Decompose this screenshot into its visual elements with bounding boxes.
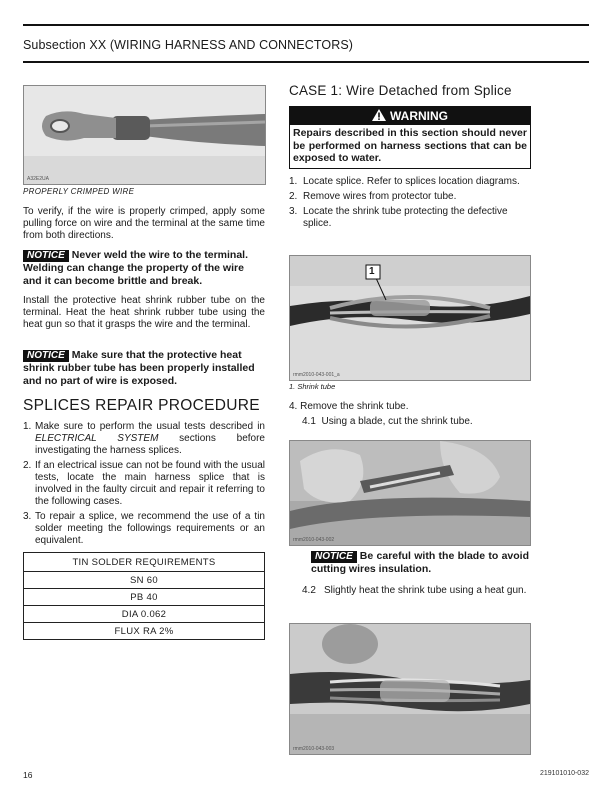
photo-cut-shrink-tube (289, 440, 531, 546)
table-cell: DIA 0.062 (24, 606, 265, 623)
crimped-wire-image (24, 86, 265, 184)
step-4-1 (302, 416, 473, 427)
step-text: sections before investigating the harness splices. (35, 433, 265, 456)
step-text: Remove the shrink tube. (300, 401, 409, 412)
notice-badge: NOTICE (23, 350, 69, 362)
list-item (289, 176, 529, 188)
page-number: 16 (23, 770, 33, 780)
header-bottom-rule (23, 61, 589, 63)
step-text: Locate the shrink tube protecting the defective splice. (303, 206, 508, 229)
step-number: 1. (289, 176, 298, 187)
shrink-tube-image (290, 256, 530, 380)
notice-badge: NOTICE (23, 250, 69, 262)
table-cell: FLUX RA 2% (24, 623, 265, 640)
notice-text: Make sure that the protective heat shrink rubber tube has been properly installed and no part of wire is exposed. (23, 349, 255, 387)
photo-caption-crimped-wire: PROPERLY CRIMPED WIRE (23, 187, 135, 196)
header-title: Subsection XX (WIRING HARNESS AND CONNECTORS) (23, 38, 354, 52)
notice-badge: NOTICE (311, 551, 357, 563)
warning-text: Repairs described in this section should never be performed on harness sections that can be exposed to water. (293, 127, 527, 164)
table-header: TIN SOLDER REQUIREMENTS (24, 553, 265, 572)
section-title-splices-repair: SPLICES REPAIR PROCEDURE (23, 397, 260, 414)
step-number: 3. (23, 511, 32, 522)
notice-text: Be careful with the blade to avoid cutting wires insulation. (311, 550, 529, 575)
paragraph-verify-crimp: To verify, if the wire is properly crimped, apply some pulling force on wire and the terminal at the same time from both directions. (23, 206, 265, 241)
list-item (289, 191, 529, 203)
step-number: 2. (289, 191, 298, 202)
list-item (289, 206, 529, 230)
callout-number: 1 (369, 266, 375, 277)
warning-label: WARNING (390, 109, 448, 123)
step-4 (289, 401, 409, 412)
step-number: 4.1 (302, 416, 316, 427)
tin-solder-table (23, 552, 265, 640)
photo-caption-shrink-tube: 1. Shrink tube (289, 382, 336, 391)
notice-never-weld (23, 249, 265, 288)
step-text: Make sure to perform the usual tests described in (35, 421, 265, 432)
document-code: 219101010-032 (539, 770, 589, 777)
case-steps-list (289, 176, 529, 233)
table-cell: SN 60 (24, 572, 265, 589)
heat-shrink-tube-image (290, 624, 530, 754)
step-number: 3. (289, 206, 298, 217)
photo-id: rmm2010-043-002 (293, 537, 335, 543)
list-item (23, 460, 265, 508)
step-emphasis: ELECTRICAL SYSTEM (35, 433, 159, 444)
step-text: Locate splice. Refer to splices location diagrams. (303, 176, 520, 187)
tin-solder-table-wrapper (23, 552, 265, 640)
photo-id: A32E2UA (27, 176, 49, 182)
step-text: Remove wires from protector tube. (303, 191, 457, 202)
photo-heat-shrink-tube (289, 623, 531, 755)
photo-shrink-tube (289, 255, 531, 381)
list-item (23, 421, 265, 457)
list-item (23, 511, 265, 547)
warning-header (290, 107, 530, 125)
photo-id: rmm2010-043-003 (293, 746, 335, 752)
splice-steps-list (23, 421, 265, 550)
step-4-2 (302, 585, 529, 597)
step-number: 4. (289, 401, 298, 412)
warning-box (289, 106, 531, 169)
step-number: 1. (23, 421, 32, 432)
cut-shrink-tube-image (290, 441, 530, 545)
photo-id: rmm2010-043-001_a (293, 372, 340, 378)
notice-text: Never weld the wire to the terminal. Welding can change the property of the wire and it can become brittle and break. (23, 249, 248, 287)
photo-crimped-wire (23, 85, 266, 185)
notice-shrink-tube-installed (23, 349, 265, 388)
table-cell: PB 40 (24, 589, 265, 606)
step-text: Slightly heat the shrink tube using a heat gun. (324, 585, 527, 596)
warning-triangle-icon (372, 109, 386, 121)
step-text: To repair a splice, we recommend the use of a tin solder meeting the followings requirements or an equivalent. (35, 511, 265, 546)
case-title: CASE 1: Wire Detached from Splice (289, 83, 512, 98)
step-text: If an electrical issue can not be found with the usual tests, locate the main harness splice that is involved in the faulty circuit and repair it referring to the following cases. (35, 460, 265, 507)
paragraph-install-shrink-tube: Install the protective heat shrink rubber tube on the terminal. Heat the heat shrink rubber tube using the heat gun so that it grasps the wire and the terminal. (23, 295, 265, 330)
step-number: 4.2 (302, 585, 316, 596)
step-text: Using a blade, cut the shrink tube. (321, 416, 473, 427)
notice-blade-careful (311, 550, 529, 576)
step-number: 2. (23, 460, 32, 471)
header-top-rule (23, 24, 589, 26)
